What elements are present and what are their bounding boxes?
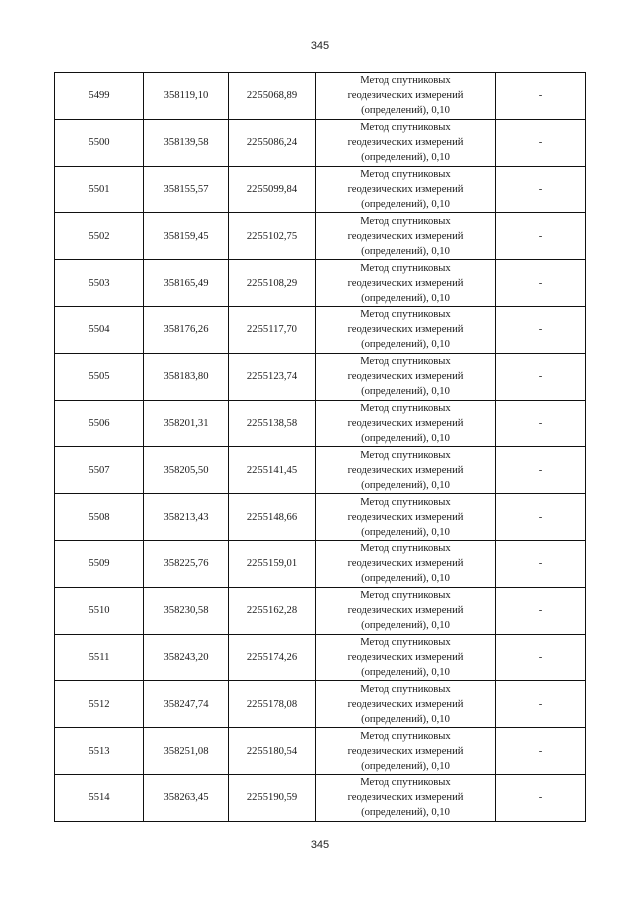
method-line-1: Метод спутниковых	[360, 730, 451, 742]
method-line-1: Метод спутниковых	[360, 309, 451, 321]
y-coordinate-cell: 2255141,45	[229, 447, 316, 494]
note-cell: -	[496, 494, 586, 541]
page-number-top: 345	[310, 40, 330, 52]
method-line-1: Метод спутниковых	[360, 636, 451, 648]
point-number-cell: 5506	[55, 400, 144, 447]
point-number-cell: 5509	[55, 540, 144, 587]
method-line-1: Метод спутниковых	[360, 496, 451, 508]
method-line-1: Метод спутниковых	[360, 543, 451, 555]
table-row	[55, 540, 586, 587]
x-coordinate-cell: 358155,57	[144, 166, 229, 213]
x-coordinate-cell: 358176,26	[144, 306, 229, 353]
method-line-2: геодезических измерений	[347, 745, 464, 757]
method-line-1: Метод спутниковых	[360, 122, 451, 134]
method-line-2: геодезических измерений	[347, 417, 464, 429]
note-cell: -	[496, 353, 586, 400]
method-line-2: геодезических измерений	[347, 277, 464, 289]
method-line-2: геодезических измерений	[347, 324, 464, 336]
y-coordinate-cell: 2255117,70	[229, 306, 316, 353]
x-coordinate-cell: 358205,50	[144, 447, 229, 494]
note-cell: -	[496, 119, 586, 166]
method-line-3: (определений), 0,10	[361, 386, 450, 398]
point-number-cell: 5499	[55, 73, 144, 120]
point-number-cell: 5501	[55, 166, 144, 213]
table-row	[55, 728, 586, 775]
method-line-2: геодезических измерений	[347, 183, 464, 195]
table-row	[55, 166, 586, 213]
x-coordinate-cell: 358139,58	[144, 119, 229, 166]
method-line-3: (определений), 0,10	[361, 760, 450, 772]
method-line-1: Метод спутниковых	[360, 215, 451, 227]
note-cell: -	[496, 73, 586, 120]
method-line-3: (определений), 0,10	[361, 105, 450, 117]
note-cell: -	[496, 400, 586, 447]
method-line-3: (определений), 0,10	[361, 666, 450, 678]
method-cell	[316, 681, 496, 728]
point-number-cell: 5503	[55, 260, 144, 307]
method-line-3: (определений), 0,10	[361, 292, 450, 304]
point-number-cell: 5504	[55, 306, 144, 353]
table-row	[55, 213, 586, 260]
method-cell	[316, 119, 496, 166]
table-row	[55, 587, 586, 634]
coordinates-table-body	[55, 73, 586, 822]
method-cell	[316, 447, 496, 494]
method-line-2: геодезических измерений	[347, 651, 464, 663]
point-number-cell: 5510	[55, 587, 144, 634]
y-coordinate-cell: 2255108,29	[229, 260, 316, 307]
y-coordinate-cell: 2255178,08	[229, 681, 316, 728]
table-row	[55, 447, 586, 494]
method-line-3: (определений), 0,10	[361, 198, 450, 210]
method-line-2: геодезических измерений	[347, 464, 464, 476]
note-cell: -	[496, 774, 586, 821]
x-coordinate-cell: 358201,31	[144, 400, 229, 447]
method-cell	[316, 166, 496, 213]
x-coordinate-cell: 358213,43	[144, 494, 229, 541]
y-coordinate-cell: 2255068,89	[229, 73, 316, 120]
coordinates-table	[54, 72, 586, 822]
method-line-2: геодезических измерений	[347, 230, 464, 242]
method-line-3: (определений), 0,10	[361, 479, 450, 491]
x-coordinate-cell: 358159,45	[144, 213, 229, 260]
page-number-bottom: 345	[310, 839, 330, 851]
method-line-2: геодезических измерений	[347, 90, 464, 102]
x-coordinate-cell: 358165,49	[144, 260, 229, 307]
x-coordinate-cell: 358263,45	[144, 774, 229, 821]
table-row	[55, 353, 586, 400]
y-coordinate-cell: 2255148,66	[229, 494, 316, 541]
note-cell: -	[496, 681, 586, 728]
point-number-cell: 5513	[55, 728, 144, 775]
note-cell: -	[496, 447, 586, 494]
method-line-2: геодезических измерений	[347, 792, 464, 804]
x-coordinate-cell: 358247,74	[144, 681, 229, 728]
method-line-1: Метод спутниковых	[360, 777, 451, 789]
y-coordinate-cell: 2255190,59	[229, 774, 316, 821]
note-cell: -	[496, 540, 586, 587]
method-line-3: (определений), 0,10	[361, 620, 450, 632]
point-number-cell: 5511	[55, 634, 144, 681]
x-coordinate-cell: 358183,80	[144, 353, 229, 400]
method-cell	[316, 400, 496, 447]
method-line-3: (определений), 0,10	[361, 807, 450, 819]
y-coordinate-cell: 2255086,24	[229, 119, 316, 166]
method-line-1: Метод спутниковых	[360, 590, 451, 602]
note-cell: -	[496, 634, 586, 681]
table-row	[55, 774, 586, 821]
y-coordinate-cell: 2255162,28	[229, 587, 316, 634]
method-line-3: (определений), 0,10	[361, 152, 450, 164]
point-number-cell: 5505	[55, 353, 144, 400]
y-coordinate-cell: 2255123,74	[229, 353, 316, 400]
method-cell	[316, 213, 496, 260]
table-row	[55, 681, 586, 728]
method-line-2: геодезических измерений	[347, 558, 464, 570]
y-coordinate-cell: 2255102,75	[229, 213, 316, 260]
method-cell	[316, 540, 496, 587]
x-coordinate-cell: 358225,76	[144, 540, 229, 587]
table-row	[55, 400, 586, 447]
method-line-3: (определений), 0,10	[361, 245, 450, 257]
y-coordinate-cell: 2255180,54	[229, 728, 316, 775]
method-cell	[316, 774, 496, 821]
point-number-cell: 5500	[55, 119, 144, 166]
method-cell	[316, 260, 496, 307]
table-row	[55, 634, 586, 681]
method-line-1: Метод спутниковых	[360, 168, 451, 180]
y-coordinate-cell: 2255099,84	[229, 166, 316, 213]
method-cell	[316, 306, 496, 353]
method-cell	[316, 353, 496, 400]
method-line-1: Метод спутниковых	[360, 449, 451, 461]
method-line-1: Метод спутниковых	[360, 75, 451, 87]
table-row	[55, 260, 586, 307]
method-line-2: геодезических измерений	[347, 137, 464, 149]
method-line-3: (определений), 0,10	[361, 339, 450, 351]
table-row	[55, 119, 586, 166]
table-row	[55, 494, 586, 541]
method-line-2: геодезических измерений	[347, 511, 464, 523]
method-cell	[316, 634, 496, 681]
method-line-3: (определений), 0,10	[361, 432, 450, 444]
method-cell	[316, 494, 496, 541]
method-line-2: геодезических измерений	[347, 698, 464, 710]
method-line-1: Метод спутниковых	[360, 262, 451, 274]
method-line-3: (определений), 0,10	[361, 526, 450, 538]
note-cell: -	[496, 728, 586, 775]
method-line-1: Метод спутниковых	[360, 356, 451, 368]
point-number-cell: 5514	[55, 774, 144, 821]
x-coordinate-cell: 358251,08	[144, 728, 229, 775]
method-line-2: геодезических измерений	[347, 371, 464, 383]
point-number-cell: 5512	[55, 681, 144, 728]
method-cell	[316, 73, 496, 120]
note-cell: -	[496, 166, 586, 213]
note-cell: -	[496, 260, 586, 307]
note-cell: -	[496, 587, 586, 634]
note-cell: -	[496, 306, 586, 353]
method-cell	[316, 587, 496, 634]
method-line-2: геодезических измерений	[347, 605, 464, 617]
point-number-cell: 5507	[55, 447, 144, 494]
method-line-3: (определений), 0,10	[361, 573, 450, 585]
method-cell	[316, 728, 496, 775]
table-row	[55, 306, 586, 353]
x-coordinate-cell: 358119,10	[144, 73, 229, 120]
y-coordinate-cell: 2255138,58	[229, 400, 316, 447]
point-number-cell: 5508	[55, 494, 144, 541]
x-coordinate-cell: 358243,20	[144, 634, 229, 681]
x-coordinate-cell: 358230,58	[144, 587, 229, 634]
method-line-1: Метод спутниковых	[360, 683, 451, 695]
note-cell: -	[496, 213, 586, 260]
table-row	[55, 73, 586, 120]
y-coordinate-cell: 2255174,26	[229, 634, 316, 681]
method-line-1: Метод спутниковых	[360, 402, 451, 414]
method-line-3: (определений), 0,10	[361, 713, 450, 725]
y-coordinate-cell: 2255159,01	[229, 540, 316, 587]
point-number-cell: 5502	[55, 213, 144, 260]
